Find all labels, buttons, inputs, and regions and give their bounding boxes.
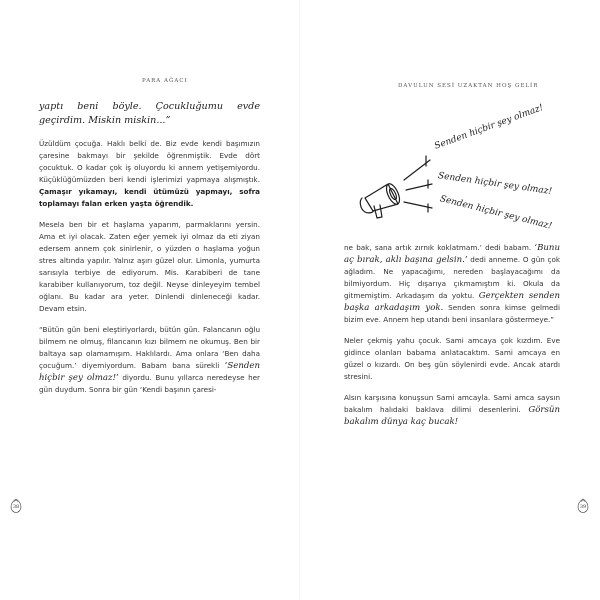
running-head: DAVULUN SESİ UZAKTAN HOŞ GELİR [398, 83, 539, 89]
page-number-label: 38 [12, 504, 20, 510]
page-number-label: 39 [579, 504, 587, 510]
paragraph [39, 219, 260, 315]
shout-text: Senden hiçbir şey olmaz! [433, 102, 545, 152]
handwritten-text: yaptı beni böyle. Çocukluğumu evde geçirdim. Miskin miskin...” [39, 101, 260, 126]
body-span: Neler çekmiş yahu çocuk. Sami amcaya çok kızdım. Eve gidince olanları babama anlatacaktım. Sami amcaya en güzel o kızardı. On beş gün söylenirdi evde. Ancak atardı stresini. [344, 336, 560, 381]
megaphone-icon [340, 108, 560, 228]
body-text [39, 100, 260, 405]
right-page [300, 0, 600, 600]
body-span: diyordu. Bunu yıllarca neredeyse her gün duydum. Sonra bir gün ‘Kendi başının çaresi- [39, 373, 261, 394]
shout-text: Senden hiçbir şey olmaz! [438, 194, 553, 232]
body-span: Mesela ben bir et haşlama yaparım, parmaklarını yersin. Ama et iyi olacak. Zaten eğer yemek iyi olmaz da eti ziyan edersem annem çok sinirlenir, o yüzden o haşlama yoğun stres altında yapılır. Yalnız aşırı güzel olur. Limonla, yumurta sarısıyla terbiye de ediyorum. Mis. Karabiberi de tane karabiber kullanıyorum, toz değil. Neyse dinleyeyim tembel oğlanı. Bu kadar ara yeter. Dinlendi dinleneceği kadar. Devam etsin. [39, 220, 260, 313]
page-number [8, 498, 24, 514]
paragraph [39, 100, 260, 128]
body-span: ne bak, sana artık zırnık koklatmam.’ dedi babam. [344, 243, 535, 252]
shout-text: Senden hiçbir şey olmaz! [437, 171, 553, 197]
body-span: Senden sonra kimse gelmedi bizim eve. Annem hep utandı beni insanlara göstermeye.” [344, 303, 560, 324]
emphasis-text: Çamaşır yıkamayı, kendi ütümüzü yapmayı, sofra toplamayı falan erken yaşta öğrendik. [39, 187, 260, 208]
body-span: “Bütün gün beni eleştiriyorlardı, bütün gün. Falancanın oğlu bilmem ne olmuş, filancanın kızı bilmem ne okumuş. Ben bir baltaya sap olamamışım. Haklılardı. Ama onlara ‘Ben daha çocuğum.’ diyemiyordum. Babam bana sürekli [39, 325, 260, 370]
handwritten-quote: Gerçekten senden başka arkadaşım yok. [344, 291, 560, 313]
page-number [575, 498, 591, 514]
running-head: PARA AĞACI [142, 78, 188, 84]
body-span: dedi anneme. O gün çok ağladım. Ne yapacağımı, nereden başlayacağımı da bilmiyordum. Hiç dışarıya çıkmamıştım ki. Okula da gitmemiştim. Arkadaşım da yoktu. [344, 255, 560, 300]
paragraph [39, 324, 260, 396]
megaphone-illustration [340, 102, 560, 232]
paragraph [344, 242, 560, 326]
handwritten-quote: ‘Bunu aç bırak, aklı başına gelsin.’ [344, 243, 560, 265]
handwritten-quote: ‘Senden hiçbir şey olmaz!’ [39, 361, 260, 383]
body-span: Üzüldüm çocuğa. Haklı belki de. Biz evde kendi başımızın çaresine bakmayı bir şekilde öğrenmiştik. Evde dört çocuktuk. O kadar çok iş oluyordu ki annem yetişemiyordu. Küçüklüğümüzden beri kendi işlerimizi yapmaya alışmıştık. [39, 139, 260, 184]
paragraph [344, 335, 560, 383]
handwritten-quote: Görsün bakalım dünya kaç bucak! [344, 405, 560, 427]
body-text [344, 242, 560, 437]
paragraph [344, 392, 560, 428]
paragraph [39, 138, 260, 210]
body-span: Alsın karşısına konuşsun Sami amcayla. Sami amca saysın bakalım halıdaki baklava dilimi desenlerini. [344, 393, 560, 414]
